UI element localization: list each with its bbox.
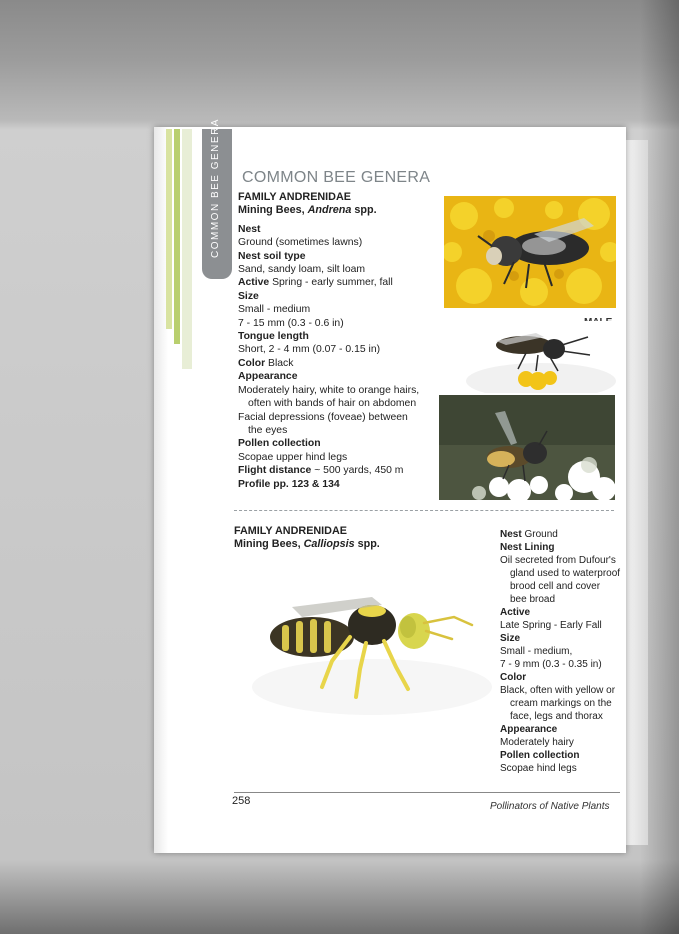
appearance-value-4: the eyes (248, 424, 288, 436)
calliopsis-photo (232, 557, 502, 727)
book-page (154, 118, 626, 853)
nest-label-2: Nest (500, 529, 522, 540)
book-title: Pollinators of Native Plants (490, 801, 610, 812)
andrena-photo-flower (444, 196, 616, 308)
color-value-2-1: Black, often with yellow or (500, 685, 616, 696)
nest-label: Nest (238, 223, 261, 235)
nest-lining-4: bee broad (510, 594, 556, 605)
color-row (238, 357, 448, 370)
flight-label: Flight distance (238, 465, 312, 477)
title-suffix: spp. (351, 204, 377, 217)
title-prefix: Mining Bees, (238, 204, 308, 217)
genus-title-2 (234, 538, 434, 551)
size-value-2: 7 - 15 mm (0.3 - 0.6 in) (238, 317, 344, 329)
family-name: FAMILY ANDRENIDAE (238, 191, 351, 203)
nest-lining-1: Oil secreted from Dufour's (500, 555, 616, 566)
tongue-value: Short, 2 - 4 mm (0.07 - 0.15 in) (238, 344, 381, 356)
genus-title (238, 204, 448, 217)
color-value-2-2: cream markings on the (510, 698, 612, 709)
appearance-label-2: Appearance (500, 724, 558, 735)
footer-rule (234, 792, 620, 793)
color-value: Black (268, 357, 294, 369)
active-label: Active (238, 277, 270, 289)
nest-lining-label: Nest Lining (500, 542, 555, 553)
nest-value-2: Ground (524, 529, 558, 540)
color-value-2-3: face, legs and thorax (510, 711, 603, 722)
color-label: Color (238, 357, 266, 369)
active-value-2: Late Spring - Early Fall (500, 620, 602, 631)
side-tab-label: COMMON BEE GENERA (210, 118, 221, 258)
color-band-light-green (166, 129, 172, 329)
page-color-strip (154, 127, 204, 853)
appearance-value-2: often with bands of hair on abdomen (248, 398, 417, 410)
profile-ref: Profile pp. 123 & 134 (238, 478, 340, 490)
calliopsis-info (500, 528, 630, 775)
size-label-2: Size (500, 633, 521, 644)
pollen-value-2: Scopae hind legs (500, 763, 577, 774)
size-value-2-1: Small - medium, (500, 646, 573, 657)
calliopsis-header (234, 525, 434, 552)
size-value-2-2: 7 - 9 mm (0.3 - 0.35 in) (500, 659, 602, 670)
appearance-label: Appearance (238, 371, 298, 383)
flight-row (238, 464, 448, 477)
active-row (238, 276, 448, 289)
title-genus: Andrena (307, 204, 352, 217)
andrena-photo-male (466, 321, 616, 393)
section-side-tab (202, 118, 232, 279)
appearance-value-1: Moderately hairy, white to orange hairs, (238, 384, 420, 396)
appearance-value-2: Moderately hairy (500, 737, 574, 748)
active-value: Spring - early summer, fall (272, 277, 393, 289)
nest-row-2 (500, 528, 630, 541)
title-suffix-2: spp. (354, 538, 380, 551)
color-label-2: Color (500, 672, 527, 683)
pollen-label: Pollen collection (238, 438, 321, 450)
title-prefix-2: Mining Bees, (234, 538, 304, 551)
tongue-label: Tongue length (238, 331, 309, 343)
nest-value: Ground (sometimes lawns) (238, 237, 363, 249)
color-band-pale (182, 129, 192, 369)
page-heading: COMMON BEE GENERA (242, 169, 431, 186)
title-genus-2: Calliopsis (303, 538, 355, 551)
color-band-green (174, 129, 180, 344)
size-label: Size (238, 290, 259, 302)
size-value-1: Small - medium (238, 304, 311, 316)
nest-lining-2: gland used to waterproof (510, 568, 621, 579)
pollen-label-2: Pollen collection (500, 750, 580, 761)
family-name-2: FAMILY ANDRENIDAE (234, 525, 347, 537)
page-number: 258 (232, 795, 251, 807)
nest-lining-3: brood cell and cover (510, 581, 601, 592)
andrena-info (238, 191, 448, 491)
section-divider (234, 510, 614, 511)
active-label-2: Active (500, 607, 531, 618)
nest-soil-value: Sand, sandy loam, silt loam (238, 264, 366, 276)
andrena-photo-dark (439, 395, 615, 500)
nest-soil-label: Nest soil type (238, 250, 306, 262)
appearance-value-3: Facial depressions (foveae) between (238, 411, 408, 423)
pollen-value: Scopae upper hind legs (238, 451, 348, 463)
flight-value: ~ 500 yards, 450 m (314, 465, 404, 477)
